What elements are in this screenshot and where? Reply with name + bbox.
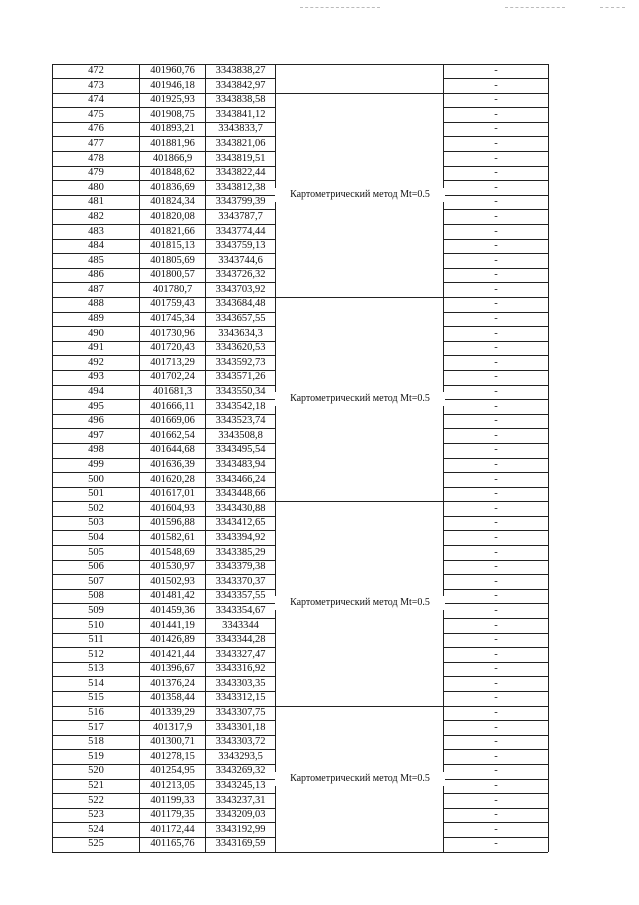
group-border [275,297,443,298]
accuracy-cell: - [494,167,498,179]
point-number-cell: 486 [88,269,104,281]
accuracy-cell: - [494,327,498,339]
point-number-cell: 504 [88,531,104,543]
point-number-cell: 489 [88,313,104,325]
point-number-cell: 516 [88,707,104,719]
group-border [275,852,443,853]
group-border [275,64,443,65]
accuracy-cell: - [494,254,498,266]
accuracy-cell: - [494,794,498,806]
point-number-cell: 483 [88,225,104,237]
point-number-cell: 520 [88,765,104,777]
point-number-cell: 490 [88,327,104,339]
accuracy-cell: - [494,590,498,602]
accuracy-cell: - [494,94,498,106]
coord-y-cell: 3343245,13 [215,780,266,792]
coord-y-cell: 3343293,5 [218,750,263,762]
coord-y-cell: 3343838,27 [215,65,266,76]
coord-y-cell: 3343812,38 [215,181,266,193]
coord-y-cell: 3343787,7 [218,210,263,222]
accuracy-cell: - [494,736,498,748]
coord-x-cell: 401300,71 [150,736,195,748]
point-number-cell: 491 [88,342,104,354]
coord-y-cell: 3343412,65 [215,517,266,529]
coord-x-cell: 401644,68 [150,444,195,456]
coord-x-cell: 401960,76 [150,65,195,76]
point-number-cell: 524 [88,823,104,835]
point-number-cell: 511 [88,634,104,646]
accuracy-cell: - [494,677,498,689]
coord-x-cell: 401702,24 [150,371,195,383]
coord-y-cell: 3343448,66 [215,488,266,500]
coord-y-cell: 3343307,75 [215,707,266,719]
point-number-cell: 506 [88,561,104,573]
coord-y-cell: 3343508,8 [218,429,263,441]
point-number-cell: 525 [88,838,104,850]
coord-y-cell: 3343269,32 [215,765,266,777]
coord-x-cell: 401681,3 [152,386,193,398]
accuracy-cell: - [494,152,498,164]
point-number-cell: 501 [88,488,104,500]
table-column-border [548,64,549,852]
coord-y-cell: 3343192,99 [215,823,266,835]
coord-y-cell: 3343838,58 [215,94,266,106]
coord-y-cell: 3343684,48 [215,298,266,310]
coord-x-cell: 401780,7 [152,283,193,295]
coord-y-cell: 3343357,55 [215,590,266,602]
point-number-cell: 479 [88,167,104,179]
coord-x-cell: 401165,76 [150,838,195,850]
coord-y-cell: 3343821,06 [215,137,266,149]
table-column-border [275,64,276,852]
accuracy-cell: - [494,502,498,514]
point-number-cell: 484 [88,240,104,252]
coord-x-cell: 401820,08 [150,210,195,222]
accuracy-cell: - [494,196,498,208]
accuracy-cell: - [494,137,498,149]
point-number-cell: 474 [88,94,104,106]
coord-x-cell: 401881,96 [150,137,195,149]
accuracy-cell: - [494,750,498,762]
coord-x-cell: 401481,42 [150,590,195,602]
coord-x-cell: 401317,9 [152,721,193,733]
accuracy-cell: - [494,108,498,120]
point-number-cell: 497 [88,429,104,441]
coord-y-cell: 3343316,92 [215,663,266,675]
accuracy-cell: - [494,123,498,135]
accuracy-cell: - [494,79,498,91]
accuracy-cell: - [494,765,498,777]
coord-x-cell: 401925,93 [150,94,195,106]
coord-x-cell: 401666,11 [150,400,195,412]
point-number-cell: 488 [88,298,104,310]
point-number-cell: 502 [88,502,104,514]
coord-y-cell: 3343799,39 [215,196,266,208]
point-number-cell: 521 [88,780,104,792]
accuracy-cell: - [494,65,498,76]
coord-y-cell: 3343657,55 [215,313,266,325]
point-number-cell: 518 [88,736,104,748]
point-number-cell: 514 [88,677,104,689]
coord-y-cell: 3343466,24 [215,473,266,485]
accuracy-cell: - [494,823,498,835]
accuracy-cell: - [494,604,498,616]
accuracy-cell: - [494,429,498,441]
accuracy-cell: - [494,648,498,660]
coord-y-cell: 3343354,67 [215,604,266,616]
coord-y-cell: 3343394,92 [215,531,266,543]
point-number-cell: 515 [88,692,104,704]
point-number-cell: 472 [88,65,104,76]
coord-y-cell: 3343430,88 [215,502,266,514]
accuracy-cell: - [494,634,498,646]
point-number-cell: 500 [88,473,104,485]
coord-y-cell: 3343571,26 [215,371,266,383]
accuracy-cell: - [494,240,498,252]
point-number-cell: 492 [88,356,104,368]
coord-x-cell: 401848,62 [150,167,195,179]
coord-y-cell: 3343703,92 [215,283,266,295]
coord-y-cell: 3343726,32 [215,269,266,281]
point-number-cell: 523 [88,809,104,821]
accuracy-cell: - [494,298,498,310]
coord-y-cell: 3343759,13 [215,240,266,252]
coord-x-cell: 401530,97 [150,561,195,573]
coord-x-cell: 401396,67 [150,663,195,675]
accuracy-cell: - [494,473,498,485]
coord-x-cell: 401908,75 [150,108,195,120]
coord-x-cell: 401662,54 [150,429,195,441]
coord-x-cell: 401278,15 [150,750,195,762]
coord-x-cell: 401636,39 [150,459,195,470]
point-number-cell: 487 [88,283,104,295]
point-number-cell: 517 [88,721,104,733]
coord-x-cell: 401604,93 [150,502,195,514]
coord-x-cell: 401836,69 [150,181,195,193]
accuracy-cell: - [494,707,498,719]
point-number-cell: 499 [88,459,104,470]
coord-x-cell: 401824,34 [150,196,195,208]
coord-x-cell: 401548,69 [150,546,195,558]
coord-x-cell: 401502,93 [150,575,195,587]
point-number-cell: 485 [88,254,104,266]
coord-y-cell: 3343303,72 [215,736,266,748]
point-number-cell: 481 [88,196,104,208]
coord-x-cell: 401815,13 [150,240,195,252]
coord-x-cell: 401426,89 [150,634,195,646]
point-number-cell: 503 [88,517,104,529]
accuracy-cell: - [494,313,498,325]
coord-y-cell: 3343634,3 [218,327,263,339]
accuracy-cell: - [494,283,498,295]
coord-y-cell: 3343842,97 [215,79,266,91]
accuracy-cell: - [494,531,498,543]
point-number-cell: 476 [88,123,104,135]
coord-x-cell: 401946,18 [150,79,195,91]
scan-artifact-line [600,7,625,8]
accuracy-cell: - [494,619,498,631]
coord-y-cell: 3343523,74 [215,415,266,427]
coord-y-cell: 3343542,18 [215,400,266,412]
accuracy-cell: - [494,838,498,850]
point-number-cell: 513 [88,663,104,675]
coord-y-cell: 3343550,34 [215,386,266,398]
accuracy-cell: - [494,400,498,412]
point-number-cell: 519 [88,750,104,762]
point-number-cell: 475 [88,108,104,120]
method-label: Картометрический метод Mt=0.5 [275,188,445,202]
accuracy-cell: - [494,356,498,368]
coord-y-cell: 3343495,54 [215,444,266,456]
accuracy-cell: - [494,181,498,193]
point-number-cell: 473 [88,79,104,91]
coord-x-cell: 401421,44 [150,648,195,660]
accuracy-cell: - [494,459,498,470]
coord-x-cell: 401805,69 [150,254,195,266]
point-number-cell: 522 [88,794,104,806]
coord-x-cell: 401821,66 [150,225,195,237]
coord-y-cell: 3343819,51 [215,152,266,164]
point-number-cell: 494 [88,386,104,398]
accuracy-cell: - [494,575,498,587]
coord-x-cell: 401582,61 [150,531,195,543]
coord-y-cell: 3343744,6 [218,254,263,266]
coord-y-cell: 3343312,15 [215,692,266,704]
coord-x-cell: 401179,35 [150,809,195,821]
coord-x-cell: 401745,34 [150,313,195,325]
coord-x-cell: 401620,28 [150,473,195,485]
coord-x-cell: 401459,36 [150,604,195,616]
coord-x-cell: 401617,01 [150,488,195,500]
accuracy-cell: - [494,780,498,792]
coord-y-cell: 3343237,31 [215,794,266,806]
coord-x-cell: 401720,43 [150,342,195,354]
coord-y-cell: 3343327,47 [215,648,266,660]
coord-x-cell: 401441,19 [150,619,195,631]
coord-y-cell: 3343822,44 [215,167,266,179]
scan-artifact-line [300,7,380,8]
coord-x-cell: 401358,44 [150,692,195,704]
point-number-cell: 495 [88,400,104,412]
point-number-cell: 477 [88,137,104,149]
point-number-cell: 498 [88,444,104,456]
coord-x-cell: 401596,88 [150,517,195,529]
point-number-cell: 482 [88,210,104,222]
coord-x-cell: 401172,44 [150,823,195,835]
coord-x-cell: 401213,05 [150,780,195,792]
coord-x-cell: 401254,95 [150,765,195,777]
coord-x-cell: 401199,33 [150,794,195,806]
point-number-cell: 507 [88,575,104,587]
coord-x-cell: 401759,43 [150,298,195,310]
coord-y-cell: 3343344,28 [215,634,266,646]
coord-y-cell: 3343774,44 [215,225,266,237]
coord-y-cell: 3343592,73 [215,356,266,368]
coord-x-cell: 401376,24 [150,677,195,689]
accuracy-cell: - [494,488,498,500]
point-number-cell: 508 [88,590,104,602]
coord-y-cell: 3343620,53 [215,342,266,354]
accuracy-cell: - [494,415,498,427]
coord-x-cell: 401893,21 [150,123,195,135]
group-border [275,93,443,94]
accuracy-cell: - [494,809,498,821]
coord-y-cell: 3343209,03 [215,809,266,821]
group-border [275,501,443,502]
coord-y-cell: 3343385,29 [215,546,266,558]
accuracy-cell: - [494,444,498,456]
coord-x-cell: 401730,96 [150,327,195,339]
coord-x-cell: 401669,06 [150,415,195,427]
method-label: Картометрический метод Mt=0.5 [275,392,445,406]
coord-y-cell: 3343303,35 [215,677,266,689]
accuracy-cell: - [494,692,498,704]
accuracy-cell: - [494,517,498,529]
coord-y-cell: 3343344 [222,619,259,631]
point-number-cell: 478 [88,152,104,164]
method-label: Картометрический метод Mt=0.5 [275,596,445,610]
point-number-cell: 493 [88,371,104,383]
accuracy-cell: - [494,721,498,733]
coord-x-cell: 401866,9 [152,152,193,164]
accuracy-cell: - [494,546,498,558]
point-number-cell: 505 [88,546,104,558]
group-border [275,706,443,707]
accuracy-cell: - [494,561,498,573]
coord-x-cell: 401713,29 [150,356,195,368]
coord-y-cell: 3343169,59 [215,838,266,850]
accuracy-cell: - [494,210,498,222]
coord-y-cell: 3343833,7 [218,123,263,135]
accuracy-cell: - [494,371,498,383]
coord-y-cell: 3343483,94 [215,459,266,470]
coord-y-cell: 3343379,38 [215,561,266,573]
point-number-cell: 510 [88,619,104,631]
coord-x-cell: 401800,57 [150,269,195,281]
scan-artifact-line [505,7,565,8]
accuracy-cell: - [494,663,498,675]
coord-y-cell: 3343301,18 [215,721,266,733]
coord-y-cell: 3343370,37 [215,575,266,587]
accuracy-cell: - [494,342,498,354]
point-number-cell: 512 [88,648,104,660]
accuracy-cell: - [494,386,498,398]
accuracy-cell: - [494,225,498,237]
method-label: Картометрический метод Mt=0.5 [275,772,445,786]
coord-x-cell: 401339,29 [150,707,195,719]
coord-y-cell: 3343841,12 [215,108,266,120]
accuracy-cell: - [494,269,498,281]
point-number-cell: 509 [88,604,104,616]
point-number-cell: 496 [88,415,104,427]
point-number-cell: 480 [88,181,104,193]
